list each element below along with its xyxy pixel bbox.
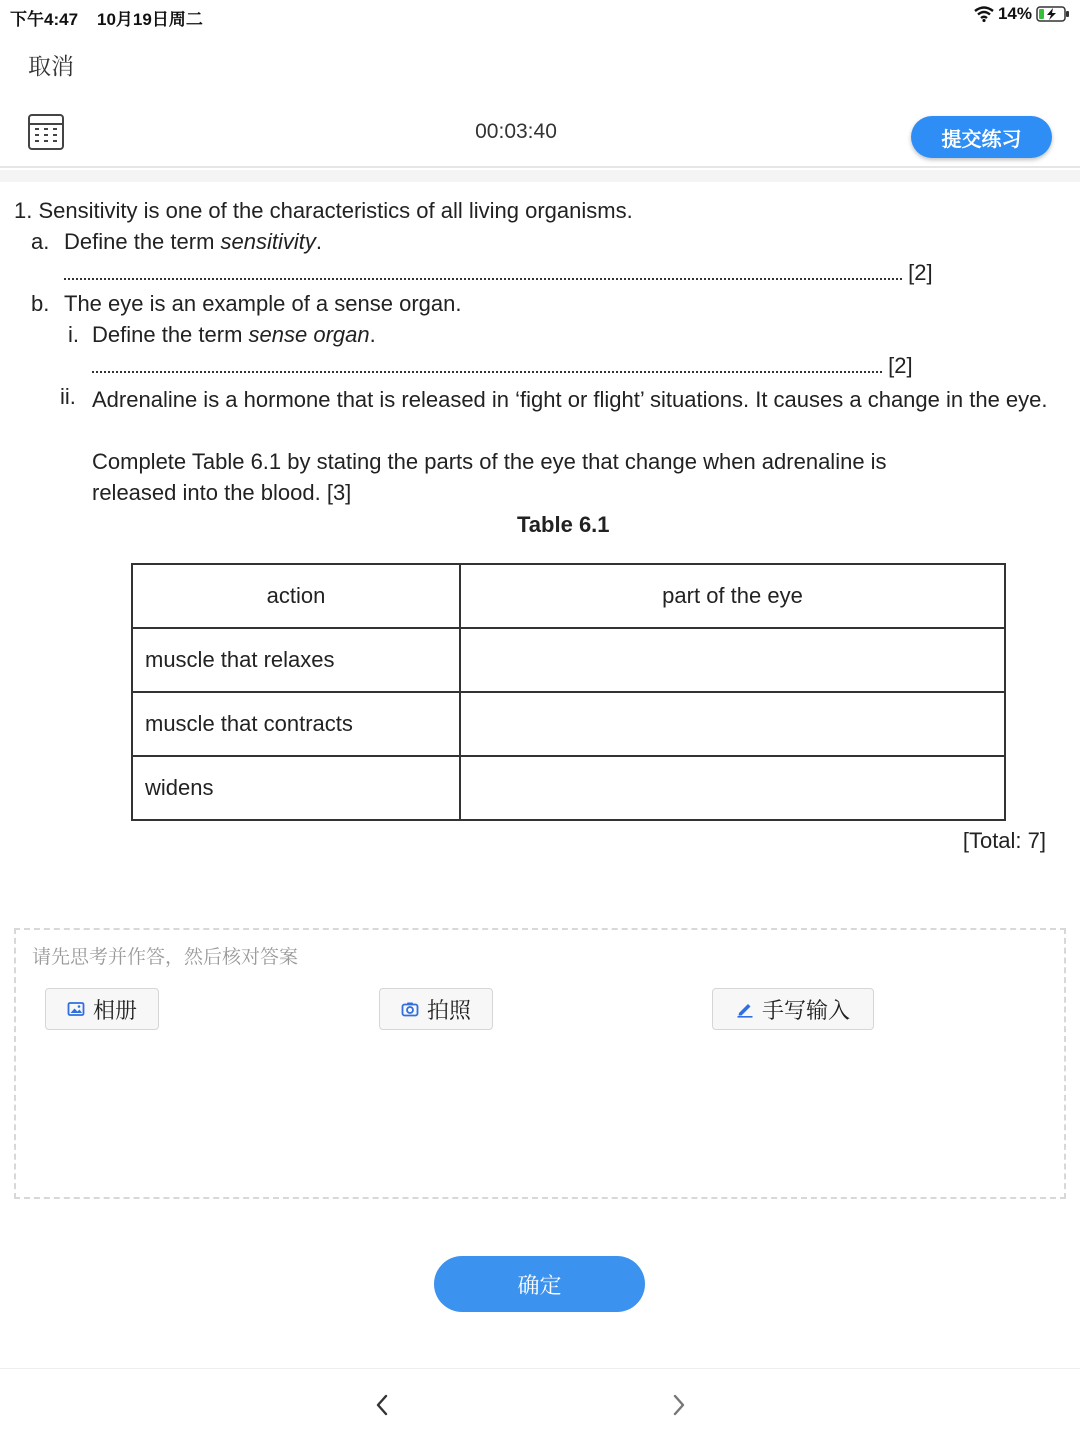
table-cell-action: widens: [132, 756, 460, 820]
table-row: [132, 628, 1005, 692]
album-label: 相册: [92, 997, 137, 1023]
status-indicators: [974, 4, 1070, 24]
part-a-text: Define the term sensitivity.: [64, 229, 322, 254]
total-marks: [Total: 7]: [962, 828, 1046, 853]
photo-button[interactable]: [379, 988, 493, 1030]
submit-practice-button[interactable]: 提交练习: [911, 116, 1052, 158]
table-caption: Table 6.1: [517, 512, 610, 537]
handwrite-button[interactable]: [712, 988, 874, 1030]
cancel-button[interactable]: 取消: [28, 53, 74, 79]
table-row: [132, 756, 1005, 820]
part-b-text: The eye is an example of a sense organ.: [64, 291, 462, 316]
part-bii-label: ii.: [60, 384, 76, 409]
handwrite-label: 手写输入: [761, 997, 850, 1023]
camera-icon: [401, 1000, 419, 1018]
table-header-part: part of the eye: [460, 564, 1005, 628]
answer-hint: 请先思考并作答，然后核对答案: [32, 947, 299, 968]
table-cell-part: [460, 756, 1005, 820]
part-b-label: b.: [31, 291, 50, 316]
answer-dots: [92, 359, 882, 373]
part-bi-term: sense organ: [248, 322, 370, 347]
battery-percent: 14%: [997, 4, 1032, 23]
photo-label: 拍照: [426, 997, 471, 1023]
table-header-action: action: [132, 564, 460, 628]
table-row: [132, 692, 1005, 756]
part-a-prompt: Define the term: [64, 229, 221, 254]
table-cell-part: [460, 692, 1005, 756]
part-bi-text: Define the term sense organ.: [92, 322, 376, 347]
eye-table: [131, 563, 1006, 821]
part-bi-answer-line: [92, 353, 913, 379]
album-button[interactable]: [45, 988, 159, 1030]
image-icon: [67, 1000, 85, 1018]
part-bi-marks: [2]: [888, 353, 913, 378]
table-cell-action: muscle that relaxes: [132, 628, 460, 692]
part-bii-text-1: Adrenaline is a hormone that is released in ‘fight or flight’ situations. It causes a change in the eye.: [92, 387, 1048, 412]
battery-charging-icon: [1036, 6, 1070, 22]
part-bi-prompt: Define the term: [92, 322, 249, 347]
confirm-button[interactable]: 确定: [434, 1256, 645, 1312]
table-cell-part: [460, 628, 1005, 692]
pencil-icon: [736, 1000, 754, 1018]
status-time: 下午4:47: [10, 10, 79, 29]
part-bii-text-2: Complete Table 6.1 by stating the parts of the eye that change when adrenaline is released into the blood. [3]: [92, 449, 887, 505]
answer-area[interactable]: [14, 928, 1066, 1199]
bottom-divider: [0, 1368, 1080, 1369]
table-cell-action: muscle that contracts: [132, 692, 460, 756]
part-bi-label: i.: [68, 322, 79, 347]
toolbar: [0, 100, 1080, 168]
status-date: 10月19日周二: [97, 10, 203, 29]
part-a-answer-line: [64, 260, 933, 286]
table-header-row: [132, 564, 1005, 628]
answer-dots: [64, 266, 902, 280]
wifi-icon: [974, 6, 994, 22]
part-a-label: a.: [31, 229, 50, 254]
divider: [0, 170, 1080, 182]
part-a-term: sensitivity: [220, 229, 316, 254]
timer: 00:03:40: [475, 120, 557, 143]
status-bar: [0, 0, 1080, 30]
chevron-left-icon[interactable]: [367, 1390, 397, 1420]
part-a-marks: [2]: [908, 260, 933, 285]
chevron-right-icon[interactable]: [664, 1390, 694, 1420]
question-stem: 1. Sensitivity is one of the characteristics of all living organisms.: [14, 198, 633, 223]
